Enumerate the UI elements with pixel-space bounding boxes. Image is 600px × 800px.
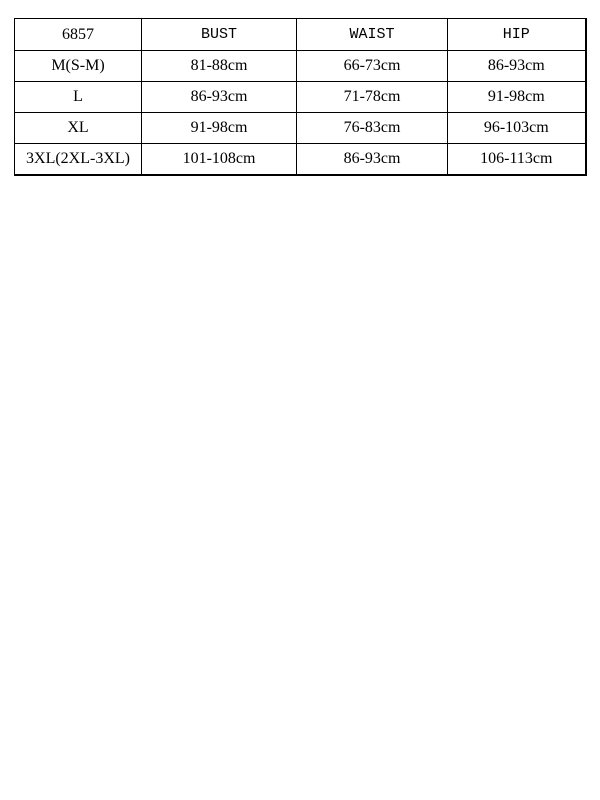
table-header-row [15, 19, 586, 51]
table-row [15, 144, 586, 176]
bust-cell: 91-98cm [142, 113, 297, 144]
size-cell: M(S-M) [15, 51, 142, 82]
size-cell: L [15, 82, 142, 113]
header-cell-bust: BUST [142, 19, 297, 51]
hip-cell: 106-113cm [448, 144, 586, 176]
table-row [15, 113, 586, 144]
header-cell-waist: WAIST [297, 19, 448, 51]
size-cell: 3XL(2XL-3XL) [15, 144, 142, 176]
waist-cell: 66-73cm [297, 51, 448, 82]
bust-cell: 86-93cm [142, 82, 297, 113]
waist-cell: 71-78cm [297, 82, 448, 113]
hip-cell: 96-103cm [448, 113, 586, 144]
waist-cell: 76-83cm [297, 113, 448, 144]
size-cell: XL [15, 113, 142, 144]
bust-cell: 101-108cm [142, 144, 297, 176]
header-cell-style-number: 6857 [15, 19, 142, 51]
table-row [15, 51, 586, 82]
hip-cell: 86-93cm [448, 51, 586, 82]
hip-cell: 91-98cm [448, 82, 586, 113]
waist-cell: 86-93cm [297, 144, 448, 176]
size-chart-table [14, 18, 587, 176]
header-cell-hip: HIP [448, 19, 586, 51]
table-row [15, 82, 586, 113]
bust-cell: 81-88cm [142, 51, 297, 82]
